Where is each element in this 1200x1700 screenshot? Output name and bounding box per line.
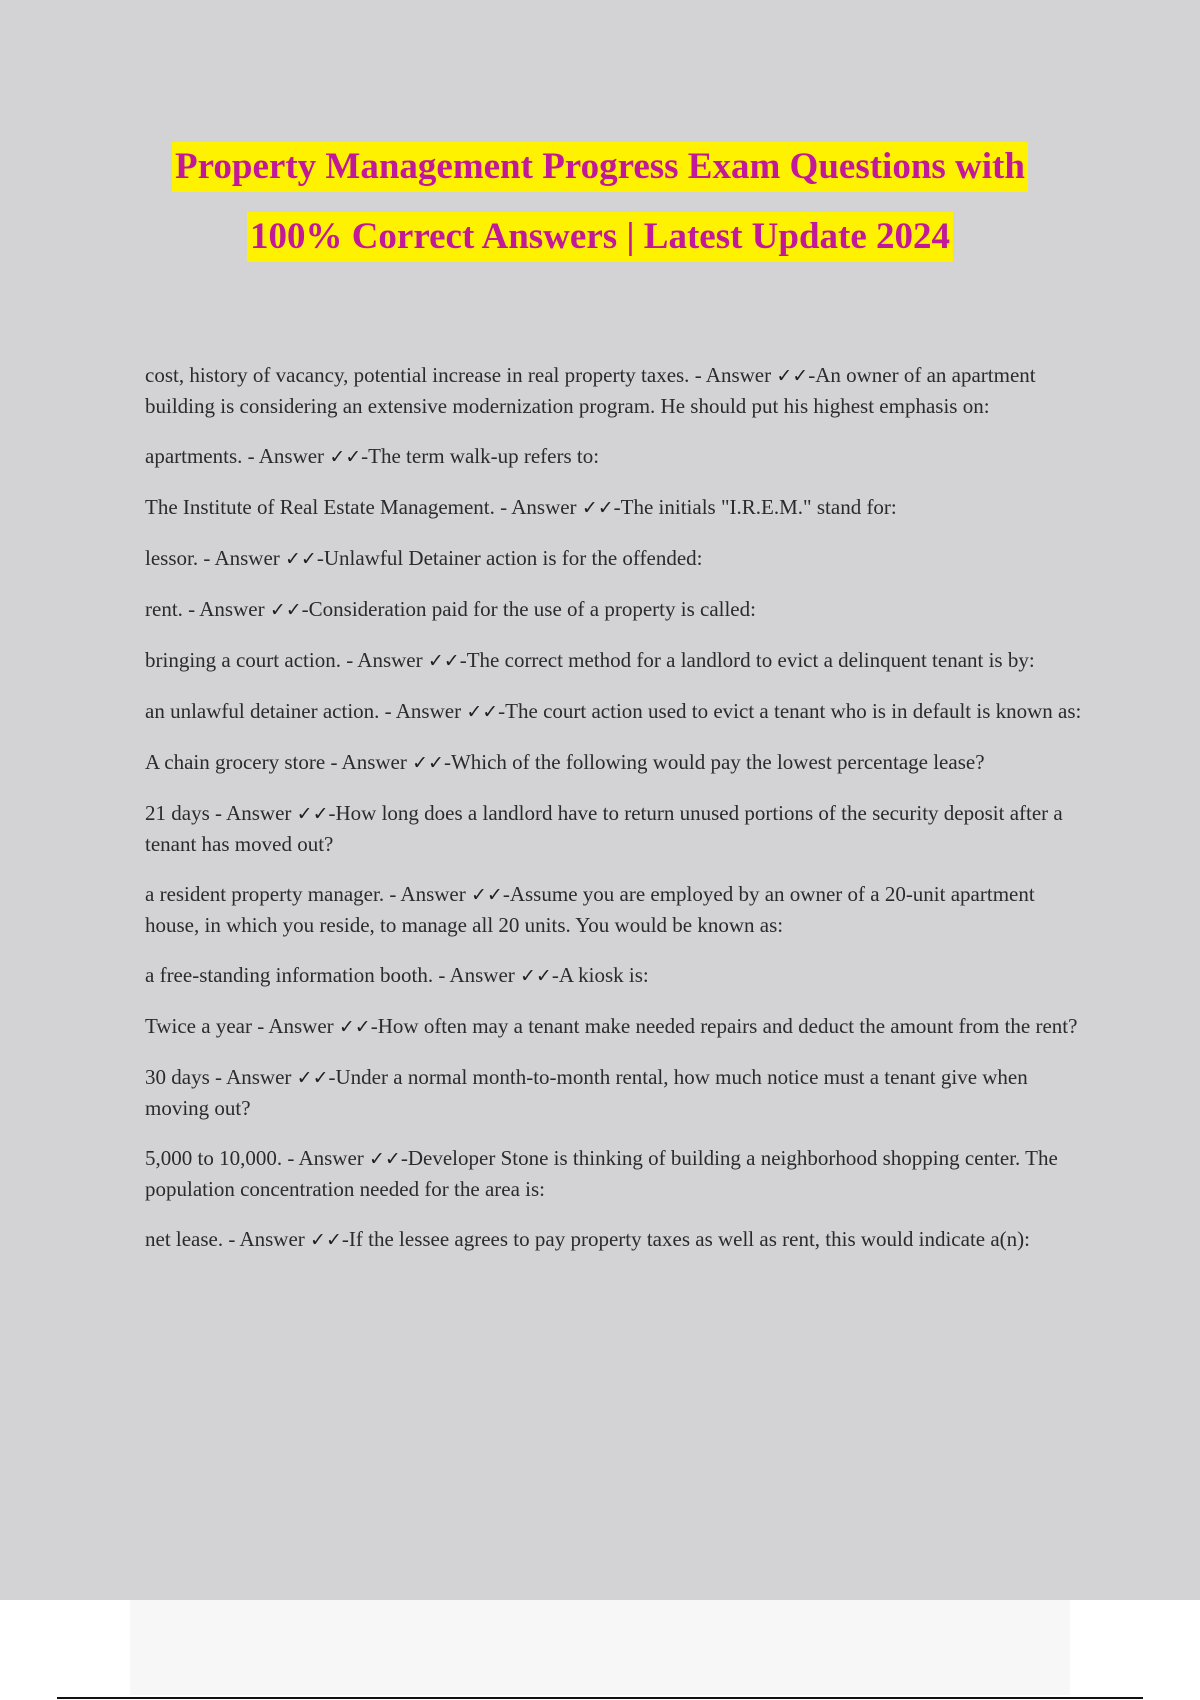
dash: - (328, 1065, 336, 1089)
answer-text: The Institute of Real Estate Management. (145, 495, 495, 519)
question-text: How long does a landlord have to return unused portions of the security deposit after a tenant has moved out? (145, 801, 1063, 856)
answer-text: cost, history of vacancy, potential increase in real property taxes. (145, 363, 690, 387)
separator: - (384, 882, 401, 906)
question-text: A kiosk is: (558, 963, 649, 987)
dash: - (316, 546, 324, 570)
double-check-icon: ✓✓ (412, 752, 444, 774)
answer-text: a free-standing information booth. (145, 963, 434, 987)
double-check-icon: ✓✓ (285, 548, 317, 570)
separator: - (282, 1146, 299, 1170)
dash: - (443, 750, 451, 774)
double-check-icon: ✓✓ (310, 1229, 342, 1251)
qa-item (145, 798, 1090, 859)
question-text: Developer Stone is thinking of building a neighborhood shopping center. The population concentration needed for the area is: (145, 1146, 1058, 1201)
qa-item (145, 1224, 1090, 1255)
qa-item (145, 441, 1090, 472)
question-text: The correct method for a landlord to evict a delinquent tenant is by: (466, 648, 1035, 672)
dash: - (361, 444, 369, 468)
double-check-icon: ✓✓ (338, 1016, 371, 1038)
double-check-icon: ✓✓ (269, 599, 302, 621)
dash: - (400, 1146, 408, 1170)
question-text: The term walk-up refers to: (368, 444, 600, 468)
answer-label: Answer (511, 495, 577, 519)
dash: - (301, 597, 309, 621)
qa-list (145, 360, 1090, 1275)
qa-item (145, 1062, 1090, 1123)
answer-text: an unlawful detainer action. (145, 699, 380, 723)
answer-label: Answer (226, 801, 292, 825)
dash: - (459, 648, 467, 672)
answer-text: A chain grocery store (145, 750, 326, 774)
answer-text: bringing a court action. (145, 648, 341, 672)
answer-label: Answer (705, 363, 772, 387)
page-footer-band (130, 1600, 1070, 1695)
qa-item (145, 1011, 1090, 1042)
question-text: Unlawful Detainer action is for the offended: (323, 546, 703, 570)
double-check-icon: ✓✓ (427, 650, 460, 672)
double-check-icon: ✓✓ (296, 1067, 329, 1089)
answer-text: lessor. (145, 546, 199, 570)
question-text: How often may a tenant make needed repairs and deduct the amount from the rent? (377, 1014, 1078, 1038)
question-text: Assume you are employed by an owner of a 20-unit apartment house, in which you reside, to manage all 20 units. You would be known as: (145, 882, 1035, 937)
answer-text: 30 days (145, 1065, 210, 1089)
answer-label: Answer (395, 699, 462, 723)
double-check-icon: ✓✓ (776, 365, 809, 387)
question-text: The court action used to evict a tenant who is in default is known as: (505, 699, 1082, 723)
answer-text: apartments. (145, 444, 243, 468)
answer-label: Answer (298, 1146, 364, 1170)
qa-item (145, 960, 1090, 991)
separator: - (209, 1065, 227, 1089)
qa-item (145, 360, 1090, 421)
double-check-icon: ✓✓ (369, 1148, 401, 1170)
qa-item (145, 594, 1090, 625)
question-text: Consideration paid for the use of a property is called: (308, 597, 756, 621)
qa-item (145, 645, 1090, 676)
separator: - (209, 801, 227, 825)
qa-item (145, 696, 1090, 727)
dash: - (502, 882, 510, 906)
separator: - (182, 597, 200, 621)
double-check-icon: ✓✓ (520, 965, 552, 987)
answer-label: Answer (400, 882, 466, 906)
separator: - (198, 546, 215, 570)
qa-item (145, 492, 1090, 523)
dash: - (613, 495, 621, 519)
title-line-2: 100% Correct Answers | Latest Update 2024 (247, 212, 953, 262)
question-text: Under a normal month-to-month rental, how much notice must a tenant give when moving out? (145, 1065, 1028, 1120)
answer-text: Twice a year (145, 1014, 252, 1038)
answer-label: Answer (341, 750, 407, 774)
separator: - (433, 963, 450, 987)
separator: - (494, 495, 512, 519)
qa-item (145, 543, 1090, 574)
answer-label: Answer (268, 1014, 334, 1038)
qa-item (145, 747, 1090, 778)
dash: - (370, 1014, 378, 1038)
answer-text: 21 days (145, 801, 210, 825)
separator: - (379, 699, 396, 723)
qa-item (145, 879, 1090, 940)
qa-item (145, 1143, 1090, 1204)
separator: - (251, 1014, 269, 1038)
title-line-1: Property Management Progress Exam Questions with (172, 142, 1028, 192)
answer-label: Answer (449, 963, 515, 987)
question-text: The initials "I.R.E.M." stand for: (620, 495, 897, 519)
double-check-icon: ✓✓ (471, 884, 503, 906)
answer-text: 5,000 to 10,000. (145, 1146, 283, 1170)
answer-label: Answer (357, 648, 423, 672)
dash: - (341, 1227, 349, 1251)
separator: - (340, 648, 358, 672)
dash: - (498, 699, 506, 723)
dash: - (328, 801, 336, 825)
double-check-icon: ✓✓ (296, 803, 329, 825)
answer-text: rent. (145, 597, 183, 621)
answer-text: net lease. (145, 1227, 224, 1251)
answer-label: Answer (258, 444, 325, 468)
footer-divider (57, 1697, 1143, 1699)
question-text: Which of the following would pay the lowest percentage lease? (450, 750, 985, 774)
document-title (0, 142, 1200, 262)
answer-label: Answer (239, 1227, 305, 1251)
dash: - (808, 363, 816, 387)
separator: - (242, 444, 259, 468)
question-text: If the lessee agrees to pay property taxes as well as rent, this would indicate a(n): (348, 1227, 1030, 1251)
answer-text: a resident property manager. (145, 882, 385, 906)
question-text: An owner of an apartment building is considering an extensive modernization program. He should put his highest emphasis on: (145, 363, 1036, 418)
separator: - (689, 363, 706, 387)
separator: - (223, 1227, 240, 1251)
double-check-icon: ✓✓ (581, 497, 614, 519)
double-check-icon: ✓✓ (466, 701, 499, 723)
separator: - (325, 750, 342, 774)
answer-label: Answer (214, 546, 280, 570)
double-check-icon: ✓✓ (329, 446, 362, 468)
dash: - (551, 963, 559, 987)
answer-label: Answer (226, 1065, 292, 1089)
answer-label: Answer (199, 597, 265, 621)
